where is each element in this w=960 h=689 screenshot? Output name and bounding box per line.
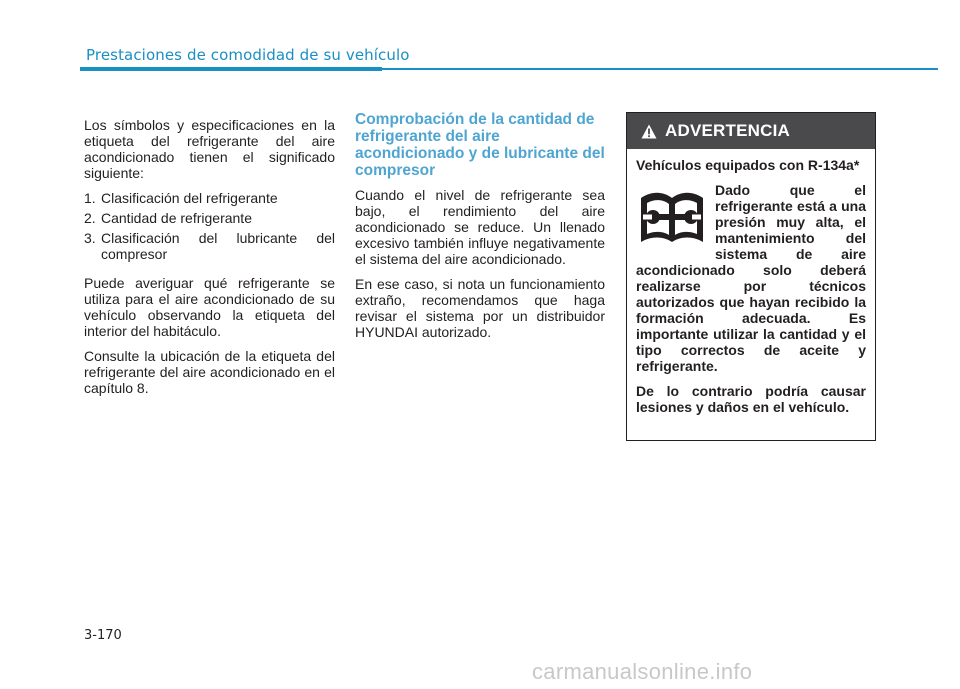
header-title: Prestaciones de comodidad de su vehículo xyxy=(86,46,410,64)
column-2 xyxy=(355,187,605,349)
symbol-list xyxy=(84,190,335,262)
list-item-text: Cantidad de refrigerante xyxy=(101,210,252,226)
header-rule-thick xyxy=(80,67,382,71)
watermark: carmanualsonline.info xyxy=(532,659,753,684)
warning-pressure-paragraph: Dado que el refrigerante está a una presión muy alta, el mantenimiento del sistema de aire acondicionado solo deberá realizarse por técnicos autorizados que hayan recibido la formación adecuada. Es importante utilizar la cantidad y el tipo correctos de aceite y refrigerante. xyxy=(636,182,866,374)
warning-title: ADVERTENCIA xyxy=(665,121,790,140)
list-item-number: 2. xyxy=(84,210,96,226)
refrigerant-location-paragraph: Puede averiguar qué refrigerante se utiliza para el aire acondicionado de su vehículo observando la etiqueta del interior del habitáculo. xyxy=(84,275,335,339)
section-heading: Comprobación de la cantidad de refrigerante del aire acondicionado y de lubricante del compresor xyxy=(355,111,605,179)
warning-box xyxy=(626,112,876,441)
list-item xyxy=(84,230,335,262)
warning-body xyxy=(627,149,875,415)
list-item-number: 3. xyxy=(84,230,96,246)
dealer-recommendation-paragraph: En ese caso, si nota un funcionamiento extraño, recomendamos que haga revisar el sistema por un distribuidor HYUNDAI autorizado. xyxy=(355,276,605,340)
warning-header xyxy=(627,113,875,149)
list-item xyxy=(84,190,335,206)
manual-wrench-icon xyxy=(637,186,707,248)
page-number: 3-170 xyxy=(84,628,122,643)
chapter-reference-paragraph: Consulte la ubicación de la etiqueta del refrigerante del aire acondicionado en el capítulo 8. xyxy=(84,348,335,396)
column-1 xyxy=(84,117,335,405)
intro-paragraph: Los símbolos y especificaciones en la etiqueta del refrigerante del aire acondicionado tienen el significado siguiente: xyxy=(84,117,335,181)
list-item xyxy=(84,210,335,226)
list-item-text: Clasificación del refrigerante xyxy=(101,190,278,206)
header-rule-thin xyxy=(382,68,938,70)
warning-vehicles-paragraph: Vehículos equipados con R-134a* xyxy=(636,157,860,173)
refrigerant-level-paragraph: Cuando el nivel de refrigerante sea bajo, el rendimiento del aire acondicionado se reduce. Un llenado excesivo también influye negativamente el sistema del aire acondicionado. xyxy=(355,187,605,267)
list-item-number: 1. xyxy=(84,190,96,206)
list-item-text: Clasificación del lubricante del compresor xyxy=(101,230,335,262)
warning-triangle-icon xyxy=(641,124,657,139)
warning-injury-paragraph: De lo contrario podría causar lesiones y daños en el vehículo. xyxy=(636,383,866,415)
